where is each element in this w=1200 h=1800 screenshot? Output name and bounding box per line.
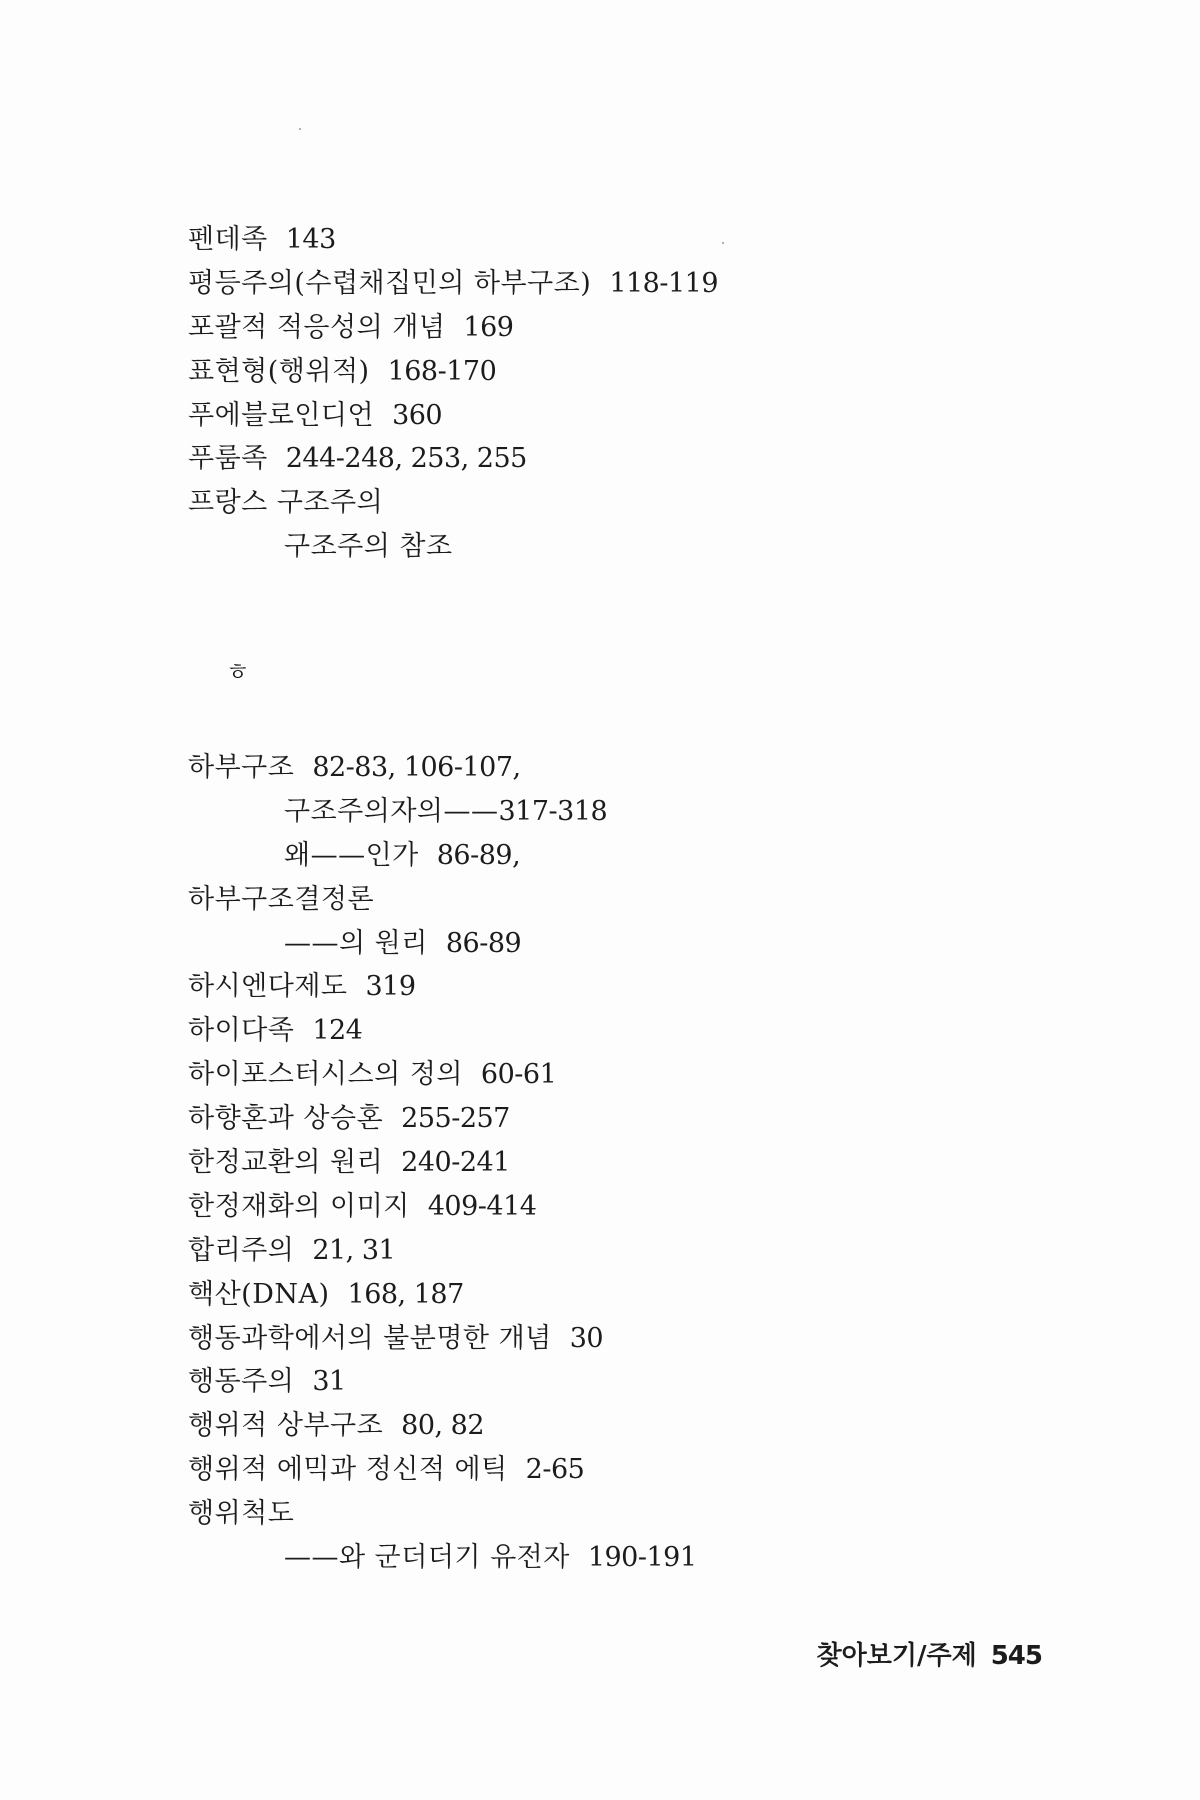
index-term: 구조주의 참조: [284, 531, 453, 563]
index-term: 왜——인가: [284, 839, 419, 871]
index-subentry: [188, 922, 1088, 966]
index-term: 행동과학에서의 불분명한 개념: [188, 1322, 552, 1354]
index-term: 프랑스 구조주의: [188, 487, 384, 519]
index-entry: [188, 1317, 1088, 1361]
index-term: 하이다족: [188, 1015, 295, 1047]
index-term: 한정재화의 이미지: [188, 1190, 410, 1222]
index-entry: [188, 262, 1088, 306]
running-footer: [817, 1636, 1042, 1676]
index-pages: 80, 82: [401, 1410, 485, 1442]
index-list-p: [188, 218, 1088, 569]
index-term: 구조주의자의——: [284, 795, 499, 827]
index-term: 합리주의: [188, 1234, 295, 1266]
index-entry: [188, 1141, 1088, 1185]
index-pages: 124: [312, 1015, 363, 1047]
index-term: 하이포스터시스의 정의: [188, 1059, 463, 1091]
index-pages: 31: [312, 1366, 346, 1398]
index-pages: 21, 31: [312, 1234, 396, 1266]
index-term: 행위적 상부구조: [188, 1410, 384, 1442]
index-term: 하시엔다제도: [188, 971, 348, 1003]
index-term: 하부구조결정론: [188, 883, 375, 915]
footer-section-title: 찾아보기/주제: [816, 1641, 977, 1671]
index-entry: [188, 437, 1088, 481]
index-pages: 60-61: [480, 1059, 557, 1091]
index-pages: 317-318: [498, 795, 608, 827]
index-pages: 86-89: [445, 927, 522, 959]
index-entry: [188, 1185, 1088, 1229]
index-entry: [188, 1404, 1088, 1448]
index-entry: [188, 481, 1088, 525]
index-term: 하향혼과 상승혼: [188, 1103, 384, 1135]
index-subentry: [188, 790, 1088, 834]
index-entry: [188, 218, 1088, 262]
index-entry: [188, 1448, 1088, 1492]
index-entry: [188, 1053, 1088, 1097]
index-entry: [188, 965, 1088, 1009]
index-term: 핵산(DNA): [188, 1278, 330, 1310]
index-entry: [188, 1097, 1088, 1141]
index-term: 포괄적 적응성의 개념: [188, 311, 446, 343]
index-entry: [188, 1229, 1088, 1273]
index-pages: 244-248, 253, 255: [285, 443, 527, 475]
index-term: 행동주의: [188, 1366, 295, 1398]
index-pages: 82-83, 106-107,: [312, 752, 521, 783]
index-pages: 118-119: [609, 267, 719, 299]
index-pages: 2-65: [525, 1454, 585, 1486]
page-number: 545: [990, 1641, 1042, 1671]
index-subentry: [188, 1536, 1088, 1580]
index-term: 펜데족: [188, 224, 268, 255]
index-entry: [188, 1009, 1088, 1053]
index-pages: 255-257: [401, 1103, 510, 1135]
index-subentry: [188, 525, 1088, 569]
index-pages: 319: [365, 971, 416, 1003]
index-entry: [188, 350, 1088, 394]
index-pages: 168, 187: [347, 1278, 464, 1310]
index-entry: [188, 1273, 1088, 1317]
index-term: 평등주의(수렵채집민의 하부구조): [188, 267, 592, 299]
index-term: 행위척도: [188, 1498, 295, 1530]
index-pages: 169: [463, 311, 514, 343]
index-pages: 240-241: [401, 1147, 510, 1179]
index-subentry: [188, 834, 1088, 878]
index-term: ——와 군더더기 유전자: [284, 1542, 570, 1574]
index-term: 행위적 에믹과 정신적 에틱: [188, 1454, 508, 1486]
index-term: 하부구조: [188, 752, 295, 783]
index-list-h: [188, 746, 1088, 1580]
index-term: 푸룸족: [188, 443, 268, 475]
index-term: 푸에블로인디언: [188, 399, 375, 431]
index-pages: 168-170: [387, 355, 497, 387]
section-letter: ㅎ: [226, 658, 250, 686]
index-entry: [188, 1492, 1088, 1536]
index-entry: [188, 1360, 1088, 1404]
index-term: ——의 원리: [284, 927, 428, 959]
index-term: 한정교환의 원리: [188, 1147, 384, 1179]
index-entry: [188, 306, 1088, 350]
index-pages: 190-191: [587, 1542, 697, 1574]
index-pages: 30: [569, 1322, 604, 1354]
index-entry: [188, 394, 1088, 438]
index-pages: 360: [392, 399, 443, 431]
index-pages: 86-89,: [436, 839, 521, 871]
index-entry: [188, 878, 1088, 922]
index-pages: 143: [285, 224, 336, 255]
index-entry: [188, 746, 1088, 790]
scan-speck: [299, 128, 301, 130]
index-pages: 409-414: [427, 1190, 537, 1222]
index-term: 표현형(행위적): [188, 355, 370, 387]
